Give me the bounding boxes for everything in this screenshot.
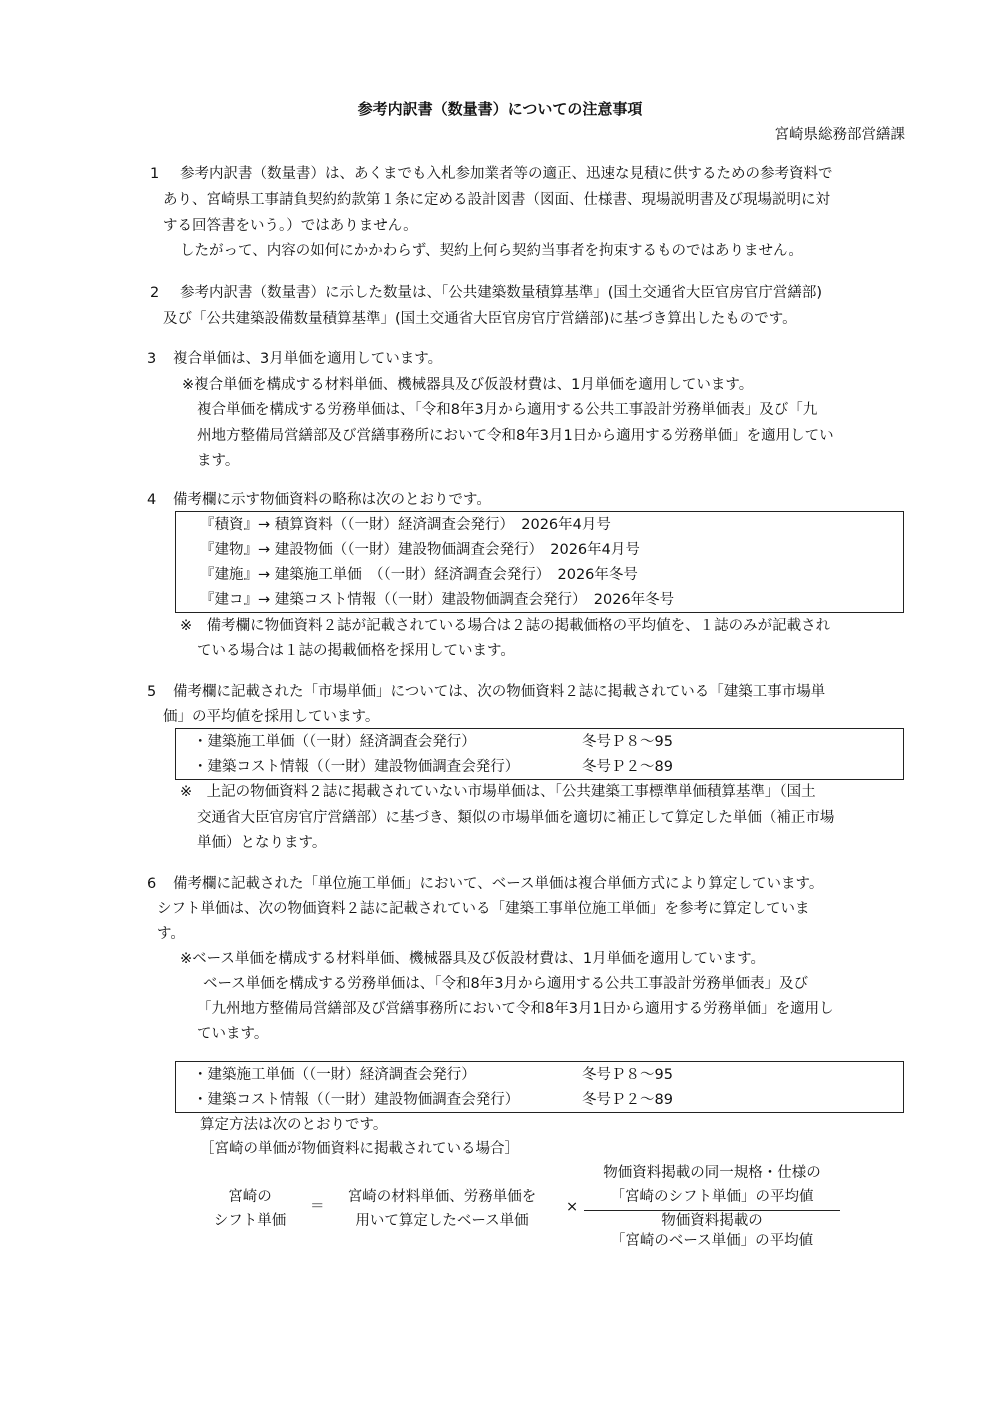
section-5-note: ※ 上記の物価資料２誌に掲載されていない市場単価は、「公共建築工事標準単価積算基準」（国土 bbox=[180, 784, 816, 800]
fraction-numerator: 「宮崎のシフト単価」の平均値 bbox=[610, 1189, 814, 1205]
document-title: 参考内訳書（数量書）についての注意事項 bbox=[357, 100, 643, 118]
source-page: 冬号Ｐ２～89 bbox=[582, 1092, 673, 1108]
section-3-line: 州地方整備局営繕部及び営繕事務所において令和8年3月1日から適用する労務単価」を適用してい bbox=[197, 428, 834, 444]
formula-base-price: 用いて算定したベース単価 bbox=[355, 1213, 529, 1229]
calculation-method-label: 算定方法は次のとおりです。 bbox=[200, 1117, 388, 1133]
section-5-note: 交通省大臣官房官庁営繕部）に基づき、類似の市場単価を適切に補正して算定した単価（補正市場 bbox=[197, 810, 835, 826]
section-5-number: 5 bbox=[147, 684, 157, 700]
section-5-note: 単価）となります。 bbox=[197, 835, 327, 851]
section-4-note: ※ 備考欄に物価資料２誌が記載されている場合は２誌の掲載価格の平均値を、１誌のみが記載され bbox=[180, 618, 831, 634]
section-1-line: あり、宮崎県工事請負契約約款第１条に定める設計図書（図面、仕様書、現場説明書及び現場説明に対 bbox=[163, 192, 830, 208]
section-4-number: 4 bbox=[147, 492, 157, 508]
source-page: 冬号Ｐ８～95 bbox=[582, 734, 673, 750]
source-page: 冬号Ｐ８～95 bbox=[582, 1067, 673, 1083]
formula-multiply: × bbox=[566, 1199, 579, 1215]
formula-base-price: 宮崎の材料単価、労務単価を bbox=[347, 1189, 537, 1205]
source-name: ・建築施工単価（（一財）経済調査会発行） bbox=[193, 734, 476, 750]
section-6-line: 備考欄に記載された「単位施工単価」において、ベース単価は複合単価方式により算定しています。 bbox=[173, 876, 824, 892]
section-1-line: したがって、内容の如何にかかわらず、契約上何ら契約当事者を拘束するものではありません。 bbox=[180, 243, 803, 259]
section-3-number: 3 bbox=[147, 351, 157, 367]
section-6-line: ベース単価を構成する労務単価は、「令和8年3月から適用する公共工事設計労務単価表」及び bbox=[203, 976, 808, 992]
section-1-line: する回答書をいう。）ではありません。 bbox=[163, 218, 418, 234]
section-3-line: 複合単価を構成する労務単価は、「令和8年3月から適用する公共工事設計労務単価表」及び「九 bbox=[197, 402, 818, 418]
section-1-number: 1 bbox=[150, 166, 160, 182]
section-1-line: 参考内訳書（数量書）は、あくまでも入札参加業者等の適正、迅速な見積に供するための参考資料で bbox=[180, 166, 833, 182]
fraction-denominator: 物価資料掲載の bbox=[661, 1213, 763, 1229]
source-name: ・建築施工単価（（一財）経済調査会発行） bbox=[193, 1067, 476, 1083]
fraction-denominator: 「宮崎のベース単価」の平均値 bbox=[610, 1233, 814, 1249]
section-6-line: シフト単価は、次の物価資料２誌に記載されている「建築工事単位施工単価」を参考に算定していま bbox=[157, 901, 810, 917]
source-page: 冬号Ｐ２～89 bbox=[582, 759, 673, 775]
fraction-bar bbox=[584, 1210, 840, 1211]
section-3-line: ※複合単価を構成する材料単価、機械器具及び仮設材費は、1月単価を適用しています。 bbox=[182, 377, 754, 393]
section-6-number: 6 bbox=[147, 876, 157, 892]
section-2-line: 及び「公共建築設備数量積算基準」(国土交通省大臣官房官庁営繕部)に基づき算出したものです。 bbox=[163, 311, 797, 327]
formula-lhs: シフト単価 bbox=[213, 1213, 287, 1229]
department-name: 宮崎県総務部営繕課 bbox=[774, 127, 905, 143]
section-5-line: 価」の平均値を採用しています。 bbox=[163, 709, 380, 725]
section-4-line: 備考欄に示す物価資料の略称は次のとおりです。 bbox=[173, 492, 491, 508]
source-name: ・建築コスト情報（（一財）建設物価調査会発行） bbox=[193, 1092, 520, 1108]
case-heading: ［宮崎の単価が物価資料に掲載されている場合］ bbox=[200, 1141, 519, 1157]
section-6-line: ※ベース単価を構成する材料単価、機械器具及び仮設材費は、1月単価を適用しています。 bbox=[180, 951, 765, 967]
section-6-line: ています。 bbox=[197, 1026, 269, 1042]
section-6-line: す。 bbox=[157, 926, 185, 942]
abbreviation-item: 『積資』→ 積算資料（（一財）経済調査会発行） 2026年4月号 bbox=[200, 517, 611, 533]
formula-lhs: 宮崎の bbox=[228, 1189, 272, 1205]
section-4-note: ている場合は１誌の掲載価格を採用しています。 bbox=[197, 643, 515, 659]
section-3-line: 複合単価は、3月単価を適用しています。 bbox=[173, 351, 443, 367]
abbreviation-item: 『建物』→ 建設物価（（一財）建設物価調査会発行） 2026年4月号 bbox=[200, 542, 640, 558]
fraction-numerator: 物価資料掲載の同一規格・仕様の bbox=[603, 1165, 821, 1181]
section-5-line: 備考欄に記載された「市場単価」については、次の物価資料２誌に掲載されている「建築工事市場単 bbox=[173, 684, 826, 700]
abbreviation-item: 『建コ』→ 建築コスト情報（（一財）建設物価調査会発行） 2026年冬号 bbox=[200, 592, 675, 608]
formula-equals: ＝ bbox=[310, 1199, 325, 1215]
abbreviation-item: 『建施』→ 建築施工単価 （（一財）経済調査会発行） 2026年冬号 bbox=[200, 567, 638, 583]
section-3-line: ます。 bbox=[197, 453, 240, 469]
section-6-line: 「九州地方整備局営繕部及び営繕事務所において令和8年3月1日から適用する労務単価」を適用し bbox=[197, 1001, 834, 1017]
source-name: ・建築コスト情報（（一財）建設物価調査会発行） bbox=[193, 759, 520, 775]
section-2-number: 2 bbox=[150, 285, 160, 301]
section-2-line: 参考内訳書（数量書）に示した数量は、「公共建築数量積算基準」(国土交通省大臣官房官庁営繕部) bbox=[180, 285, 823, 301]
